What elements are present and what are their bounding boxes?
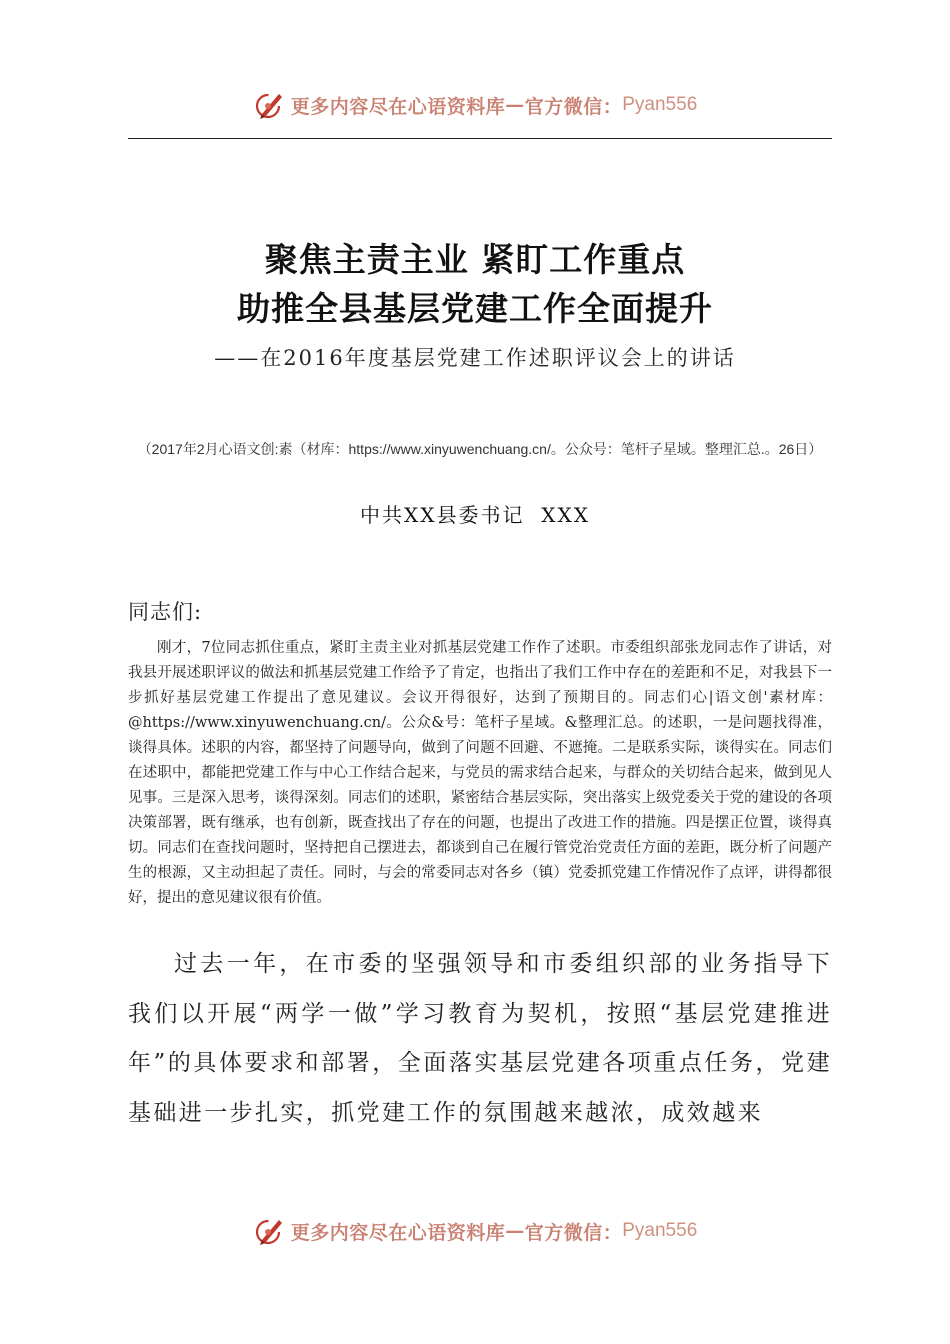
source-note: （2017年2月心语文创:素（材库：https://www.xinyuwenchuang.cn/。公众号：笔杆子星域。整理汇总.。26日）: [137, 441, 823, 457]
banner-site-text: 更多内容尽在心语资料库: [290, 95, 506, 118]
document-title-line2: 助推全县基层党建工作全面提升: [237, 289, 713, 328]
banner-wechat-id: Pyan556: [622, 94, 698, 115]
banner-wechat-label: 官方微信：: [524, 1221, 623, 1244]
paragraph-review-summary: 刚才，7位同志抓住重点，紧盯主责主业对抓基层党建工作作了述职。市委组织部张龙同志作了讲话，对我县开展述职评议的做法和抓基层党建工作给予了肯定，也指出了我们工作中存在的差距和不足，对我县下一步抓好基层党建工作提出了意见建议。会议开得很好，达到了预期目的。同志们心|语文创'素材库：@https://www.xinyuwenchuang.cn/。公众&号：笔杆子星域。&整理汇总。的述职，一是问题找得准，谈得具体。述职的内容，都坚持了问题导向，做到了问题不回避、不遮掩。二是联系实际，谈得实在。同志们在述职中，都能把党建工作与中心工作结合起来，与党员的需求结合起来，与群众的关切结合起来，做到见人见事。三是深入思考，谈得深刻。同志们的述职，紧密结合基层实际，突出落实上级党委关于党的建设的各项决策部署，既有继承，也有创新，既查找出了存在的问题，也提出了改进工作的措施。四是摆正位置，谈得真切。同志们在查找问题时，坚持把自己摆进去，都谈到自己在履行管党治党责任方面的差距，既分析了问题产生的根源，又主动担起了责任。同时，与会的常委同志对各乡（镇）党委抓党建工作情况作了点评，讲得都很好，提出的意见建议很有价值。: [128, 640, 832, 906]
header-banner: [0, 80, 950, 130]
pen-logo-icon: [253, 1214, 287, 1248]
paragraph-past-year: 过去一年，在市委的坚强领导和市委组织部的业务指导下我们以开展“两学一做”学习教育为契机，按照“基层党建推进年”的具体要求和部署，全面落实基层党建各项重点任务，党建基础进一步扎实，抓党建工作的氛围越来越浓，成效越来: [128, 951, 832, 1126]
author-line: 中共XX县委书记 XXX: [360, 503, 590, 527]
banner-wechat-label: 官方微信：: [524, 95, 623, 118]
banner-site-text: 更多内容尽在心语资料库: [290, 1221, 506, 1244]
header-divider: [128, 138, 832, 139]
document-title-line1: 聚焦主责主业 紧盯工作重点: [264, 240, 686, 279]
greeting: 同志们:: [128, 600, 203, 624]
footer-banner: [0, 1206, 950, 1256]
banner-dash: —: [505, 1220, 525, 1242]
pen-logo-icon: [253, 88, 287, 122]
banner-wechat-id: Pyan556: [622, 1220, 698, 1241]
banner-dash: —: [505, 94, 525, 116]
document-subtitle: ——在2016年度基层党建工作述职评议会上的讲话: [214, 346, 736, 370]
